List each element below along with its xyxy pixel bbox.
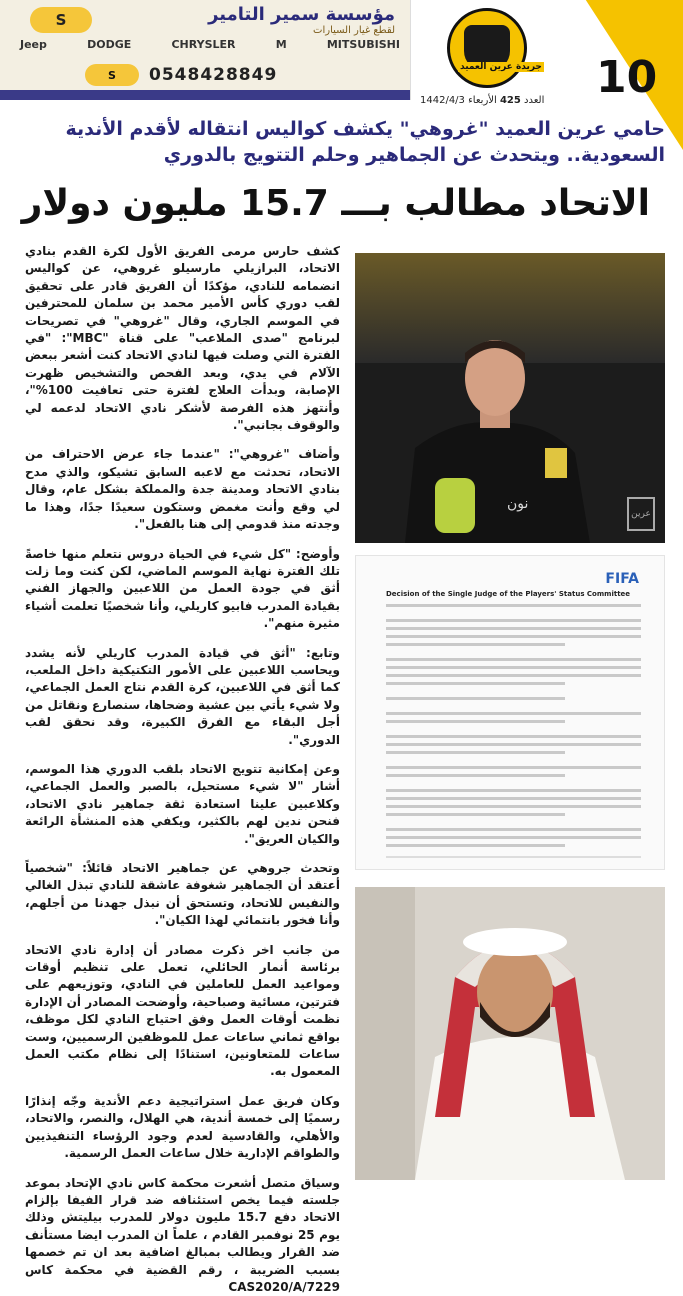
document-title: Decision of the Single Judge of the Players' Status Committee (386, 590, 630, 598)
ad-company-block (208, 4, 395, 36)
goalkeeper-photo (355, 253, 665, 543)
ad-brand-mitsubishi: MITSUBISHI (327, 38, 400, 58)
ad-brand-jeep: Jeep (20, 38, 47, 58)
article-paragraph: وتابع: "أثق في قيادة المدرب كاريلي لأنه يشدد ويحاسب اللاعبين على الأمور التكتيكية داخل الملعب، كما أثق في اللاعبين، كرة القدم نتاج العمل الجماعي، ولا شيء يأتي بين عشية وضحاها، سنصارع ونقاتل من أجل البقاء مع الفرق الكبيرة، وقد نحقق لقب الدوري". (25, 645, 340, 749)
article-paragraph: وكان فريق عمل استراتيجية دعم الأندية وجّه إنذارًا رسميًا إلى خمسة أندية، هي الهلال، والنصر، والاتحاد، والأهلي، والقادسية لعدم وجود الرؤساء التنفيذيين والطواقم الإدارية خلال ساعات العمل الرسمية. (25, 1093, 340, 1163)
president-figure (355, 887, 665, 1180)
issue-info (420, 95, 544, 106)
article-paragraph: وسياق متصل أشعرت محكمة كاس نادي الإتحاد بموعد جلسته فيما يخص استئنافه ضد قرار الفيفا بإلزام الاتحاد دفع 15.7 مليون دولار للمدرب بيليتش وذلك يوم 25 نوفمبر القادم ، علماً ان المدرب ايضا مستأنف ضد القرار ويطالب بمبالغ اضافية بعد ان تم خصمها بسبب الضريبة ، رقم القضية في محكمة كاس CAS2020/A/7229 (25, 1175, 340, 1296)
ad-phone-row (85, 64, 277, 86)
header-advertisement (0, 0, 411, 100)
fifa-logo: FIFA (605, 571, 639, 587)
article-body (25, 243, 340, 1198)
svg-text:نون: نون (507, 496, 528, 512)
article-headline: الاتحاد مطالب بـــ 15.7 مليون دولار (20, 180, 650, 228)
ad-brand-chrysler: CHRYSLER (171, 38, 235, 58)
page-number: 10 (596, 52, 657, 103)
article-paragraph: وعن إمكانية تتويج الاتحاد بلقب الدوري هذا الموسم، أشار "لا شيء مستحيل، بالصبر والعمل الجماعي، وكلاعبين علينا استعادة ثقة جماهير نادي الاتحاد، فنحن ندين لهم بالكثير، ويكفي هذه المنشأة الرائعة والكيان العريق". (25, 761, 340, 848)
article-kicker: حامي عرين العميد "غروهي" يكشف كواليس انتقاله لأقدم الأندية السعودية.. ويتحدث عن الجماهير وحلم التتويج بالدوري (20, 116, 665, 168)
ad-phone-number: 0548428849 (149, 65, 277, 85)
article-paragraph: كشف حارس مرمى الفريق الأول لكرة القدم بنادي الاتحاد، البرازيلي مارسيلو غروهي، عن كواليس انضمامه للنادي، مؤكدًا أن الفريق قادر على تحقيق لقب دوري كأس الأمير محمد بن سلمان للمحترفين في الموسم الجاري، وقال "غروهي" في تصريحات لبرنامج "صدى الملاعب" على قناة "MBC": "في الفترة التي وصلت فيها لنادي الاتحاد كنت أشعر ببعض الآلام في يدي، وبعد الفحص والتشخيص ظهرت الإصابة، وبدأت العلاج لفترة حتى تعافيت 100%"، وأنتهز هذه الفرصة لأشكر نادي الاتحاد لدعمه لي والوقوف بجانبي". (25, 243, 340, 434)
ad-brand-logo: S (30, 7, 92, 33)
issue-date: الأربعاء 1442/4/3 (420, 95, 497, 106)
ad-bottom-bar (0, 90, 410, 100)
fifa-decision-document (355, 555, 665, 870)
club-president-photo (355, 887, 665, 1180)
issue-label: العدد (524, 95, 544, 106)
article-paragraph: وأضاف "غروهي": "عندما جاء عرض الاحتراف من الاتحاد، تحدثت مع لاعبه السابق تشيكو، والذي مدح بنادي الاتحاد ومدينة جدة والمملكة بشكل عام، وقال لي وقع وأنت مغمض وستكون سعيدًا جدًا، وهذا ما وجدته منذ قدومي إلى هنا بالفعل". (25, 446, 340, 533)
ad-brand-m: M (276, 38, 287, 58)
document-footer-line (386, 856, 641, 858)
issue-number: 425 (500, 95, 521, 106)
article-paragraph: من جانب اخر ذكرت مصادر أن إدارة نادي الاتحاد برئاسة أنمار الحائلي، تعمل على تنظيم أوقات ومواعيد العمل للعاملين في النادي، وتوزيعهم على فترتين، مسائية وصباحية، وأوضحت المصادر أن الإدارة نظمت أوقات العمل وفق احتياج النادي لكل موظف، بواقع ثماني ساعات عمل للموظفين الرسميين، وست ساعات للمتعاونين، استنادًا إلى نظام مكتب العمل المعمول به. (25, 942, 340, 1081)
newspaper-logo-text: جريدة عرين العميد (458, 62, 544, 72)
newspaper-logo (447, 8, 527, 88)
photo-watermark: عرين (627, 497, 655, 531)
ad-tagline: لقطع غيار السيارات (208, 25, 395, 36)
article-paragraph: وأوضح: "كل شيء في الحياة دروس نتعلم منها خاصةً تلك الفترة نهاية الموسم الماضي، لكن كنت وما زلت أثق في جودة العمل من اللاعبين والجهاز الفني بقيادة المدرب فابيو كاريلي، وأنا شخصيًا تعلمت أشياء مثيرة منهم". (25, 546, 340, 633)
ad-company-name: مؤسسة سمير التامير (208, 4, 395, 25)
ad-brand-logo-small: S (85, 64, 139, 86)
ad-brand-dodge: DODGE (87, 38, 131, 58)
goalkeeper-figure (395, 328, 595, 543)
document-text-lines (386, 604, 641, 852)
article-paragraph: وتحدث جروهي عن جماهير الاتحاد قائلاً: "شخصياً أعتقد أن الجماهير شغوفة عاشقة للنادي تبذل الغالي والنفيس للاتحاد، وتستحق أن نبذل جهدنا من أجلهم، وأنا فخور بانتمائي لهذا الكيان". (25, 860, 340, 930)
ad-top-row (30, 2, 395, 38)
ad-brand-list (20, 38, 400, 58)
